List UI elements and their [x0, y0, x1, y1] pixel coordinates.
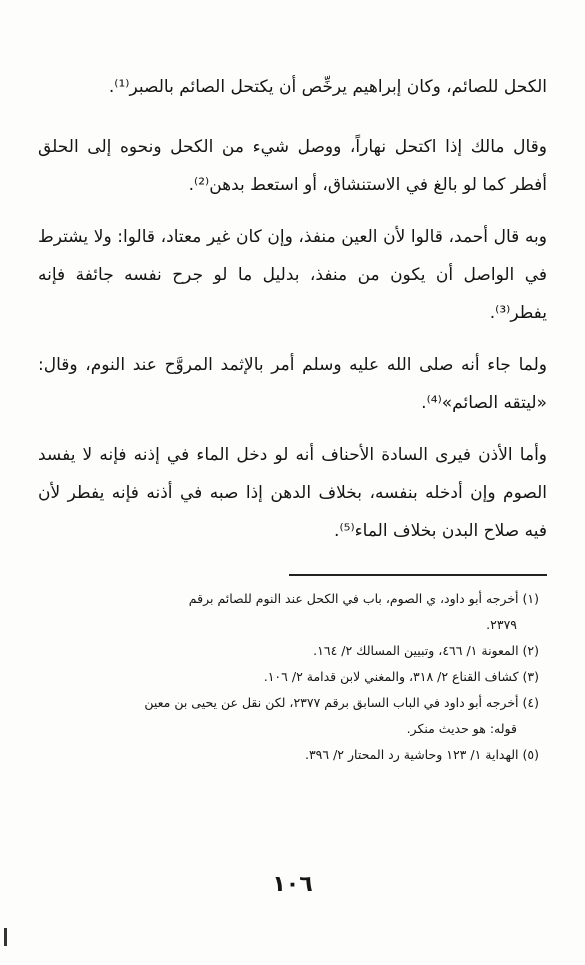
footnote-3: (٣) كشاف القناع ٢/ ٣١٨، والمغني لابن قدامة ٢/ ١٠٦. [263, 669, 539, 684]
footnote-4-continuation: قوله: هو حديث منكر. [406, 721, 517, 736]
scan-edge-mark [4, 928, 7, 946]
footnote-4 [38, 690, 547, 742]
footnote-1-text: (١) أخرجه أبو داود، ي الصوم، باب في الكحل عند النوم للصائم برقم [188, 591, 539, 606]
paragraph-2: وقال مالك إذا اكتحل نهاراً، ووصل شيء من الكحل ونحوه إلى الحلق أفطر كما لو بالغ في الاستنشاق، أو استعط بدهن⁽²⁾. [38, 137, 547, 195]
footnotes [38, 586, 547, 768]
footnote-2: (٢) المعونة ١/ ٤٦٦، وتبيين المسالك ٢/ ١٦٤. [313, 643, 539, 658]
page-number: ١٠٦ [272, 872, 313, 897]
page-body [38, 68, 547, 768]
paragraph-3: وبه قال أحمد، قالوا لأن العين منفذ، وإن كان غير معتاد، قالوا: ولا يشترط في الواصل أن يكون من منفذ، بدليل ما لو جرح نفسه جائفة فإنه يفطر⁽³⁾. [38, 227, 547, 323]
paragraph-1: الكحل للصائم، وكان إبراهيم يرخِّص أن يكتحل الصائم بالصبر⁽¹⁾. [108, 77, 547, 97]
paragraph-5: وأما الأذن فيرى السادة الأحناف أنه لو دخل الماء في إذنه فإنه لا يفسد الصوم وإن أدخله بنفسه، بخلاف الدهن إذا صبه في أذنه فإنه يفطر لأن فيه صلاح البدن بخلاف الماء⁽⁵⁾. [38, 445, 547, 541]
footnote-4-text: (٤) أخرجه أبو داود في الباب السابق برقم ٢٣٧٧، لكن نقل عن يحيى بن معين [144, 695, 539, 710]
paragraph-4: ولما جاء أنه صلى الله عليه وسلم أمر بالإثمد المروَّح عند النوم، وقال: «ليتقه الصائم»⁽⁴⁾. [38, 355, 547, 413]
footnote-1-continuation: ٢٣٧٩. [486, 617, 517, 632]
footnote-1 [38, 586, 547, 638]
footnote-5: (٥) الهداية ١/ ١٢٣ وحاشية رد المحتار ٢/ ٣٩٦. [304, 747, 539, 762]
footnote-divider [289, 574, 547, 576]
